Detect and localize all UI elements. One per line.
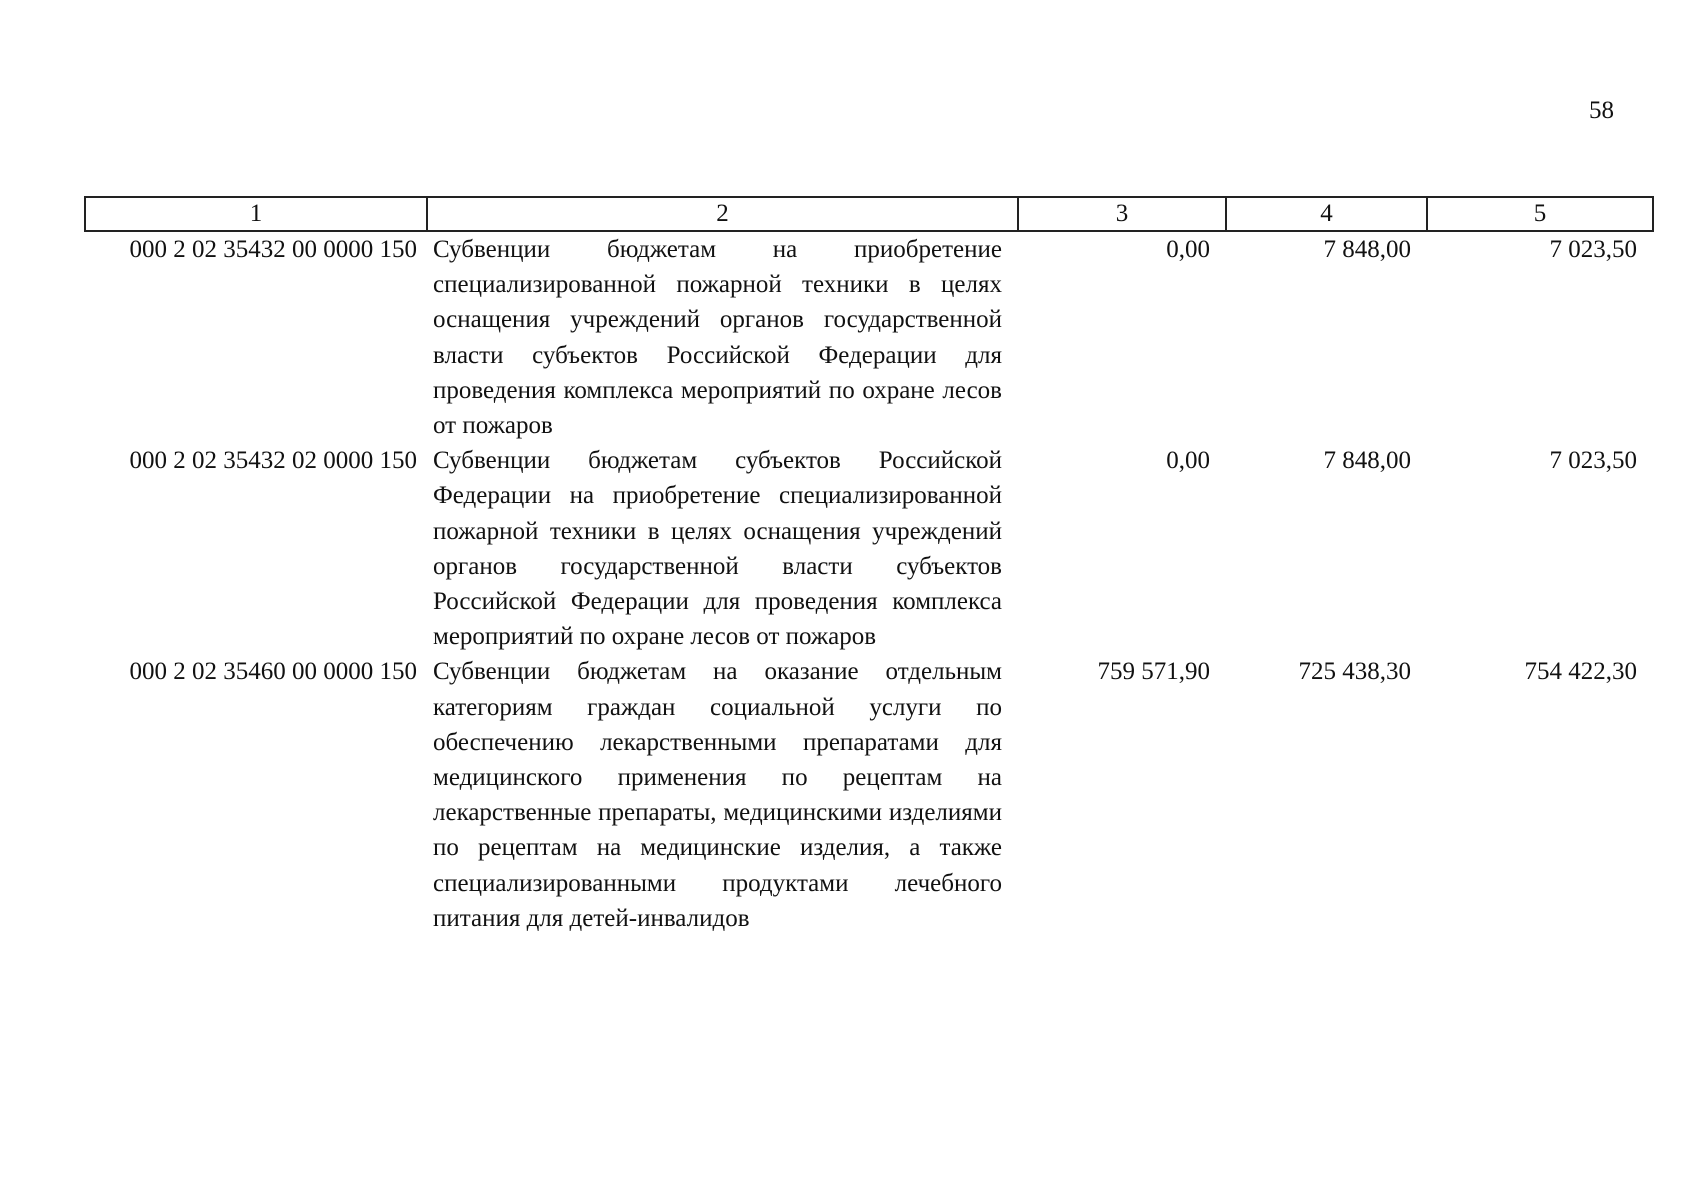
budget-item-name: Субвенции бюджетам на приобретение специализированной пожарной техники в целях оснащения учреждений органов государственной власти субъектов Российской Федерации для проведения комплекса мероприятий по охране лесов от пожаров xyxy=(433,236,1002,440)
budget-code: 000 2 02 35432 02 0000 150 xyxy=(129,447,417,475)
header-col-3: 3 xyxy=(1018,197,1226,231)
table-header xyxy=(85,197,1653,231)
table-row xyxy=(85,231,1653,443)
page-number: 58 xyxy=(1589,97,1614,124)
amount-col-4: 7 848,00 xyxy=(1323,447,1411,475)
header-col-4: 4 xyxy=(1226,197,1427,231)
budget-code: 000 2 02 35460 00 0000 150 xyxy=(129,658,417,686)
budget-table xyxy=(84,196,1654,936)
amount-col-4: 7 848,00 xyxy=(1323,236,1411,263)
header-row xyxy=(85,197,1653,231)
table-row xyxy=(85,654,1653,936)
header-col-1: 1 xyxy=(85,197,427,231)
budget-item-name: Субвенции бюджетам субъектов Российской Федерации на приобретение специализированной пожарной техники в целях оснащения учреждений органов государственной власти субъектов Российской Федерации для проведения комплекса мероприятий по охране лесов от пожаров xyxy=(433,447,1002,651)
amount-col-5: 754 422,30 xyxy=(1524,658,1637,686)
amount-col-5: 7 023,50 xyxy=(1549,447,1637,475)
budget-code: 000 2 02 35432 00 0000 150 xyxy=(129,236,417,263)
amount-col-3: 0,00 xyxy=(1166,236,1210,263)
table-row xyxy=(85,443,1653,654)
header-col-2: 2 xyxy=(427,197,1018,231)
amount-col-5: 7 023,50 xyxy=(1549,236,1637,263)
table-body xyxy=(85,231,1653,936)
amount-col-3: 0,00 xyxy=(1166,447,1210,475)
amount-col-4: 725 438,30 xyxy=(1298,658,1411,686)
header-col-5: 5 xyxy=(1427,197,1653,231)
budget-item-name: Субвенции бюджетам на оказание отдельным категориям граждан социальной услуги по обеспечению лекарственными препаратами для медицинского применения по рецептам на лекарственные препараты, медицинскими изделиями по рецептам на медицинские изделия, а также специализированными продуктами лечебного питания для детей-инвалидов xyxy=(433,658,1002,932)
amount-col-3: 759 571,90 xyxy=(1097,658,1210,686)
